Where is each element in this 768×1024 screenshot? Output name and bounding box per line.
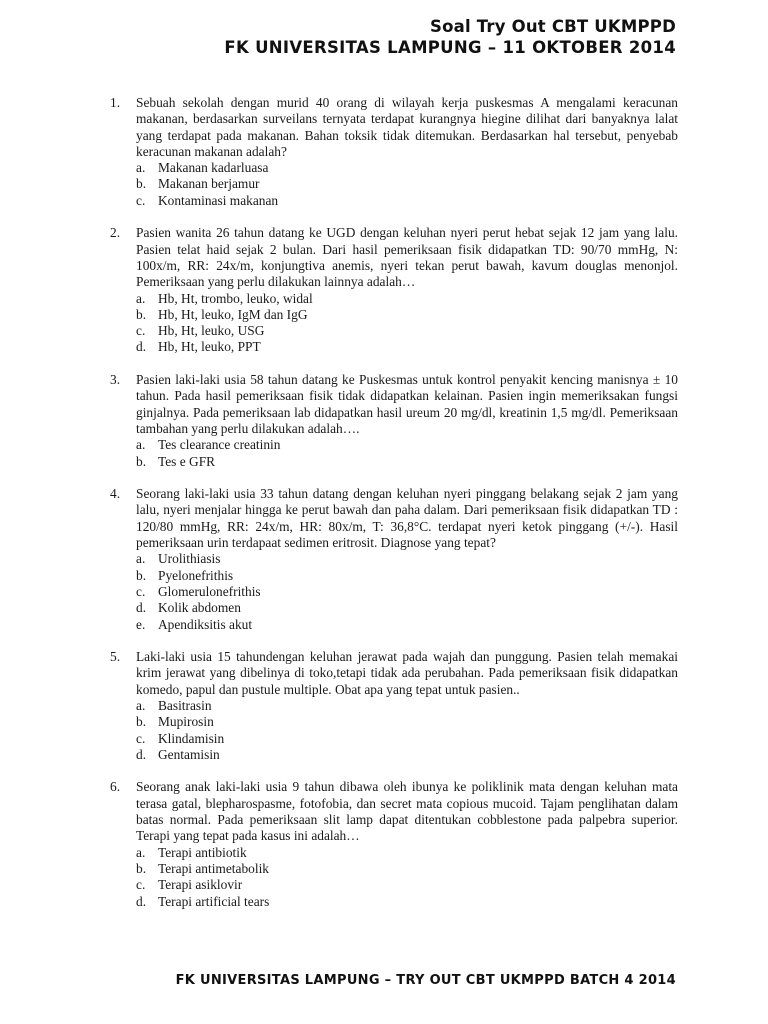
option-list: [136, 160, 678, 209]
option-text: Apendiksitis akut: [158, 616, 253, 632]
question-text: Laki-laki usia 15 tahundengan keluhan jerawat pada wajah dan punggung. Pasien telah memakai krim jerawat yang dibelinya di toko,tetapi tidak ada perubahan. Pada pemeriksaan fisik didapatkan komedo, papul dan pustule multiple. Obat apa yang tepat untuk pasien..: [136, 649, 678, 697]
option-list: [136, 437, 678, 470]
question-text: Pasien wanita 26 tahun datang ke UGD dengan keluhan nyeri perut hebat sejak 12 jam yang lalu. Pasien telat haid sejak 2 bulan. Dari hasil pemeriksaan fisik didapatkan TD: 90/70 mmHg, N: 100x/m, RR: 24x/m, konjungtiva anemis, nyeri tekan perut bawah, kavum douglas menonjol. Pemeriksaan yang perlu dilakukan lainnya adalah…: [136, 225, 678, 290]
option-letter: b.: [136, 176, 147, 192]
option-text: Glomerulonefrithis: [158, 583, 261, 599]
option-c: [136, 193, 678, 209]
option-letter: a.: [136, 551, 146, 567]
option-letter: a.: [136, 697, 146, 713]
page-footer: FK UNIVERSITAS LAMPUNG – TRY OUT CBT UKMPPD BATCH 4 2014: [175, 973, 676, 988]
header-title: Soal Try Out CBT UKMPPD: [429, 17, 676, 36]
question-number: 2.: [110, 225, 121, 241]
option-text: Kolik abdomen: [158, 600, 241, 616]
option-c: [136, 877, 678, 893]
option-text: Basitrasin: [158, 697, 212, 713]
option-list: [136, 551, 678, 632]
option-d: [136, 339, 678, 355]
question-text: Pasien laki-laki usia 58 tahun datang ke Puskesmas untuk kontrol penyakit kencing manisnya ± 10 tahun. Pada hasil pemeriksaan fisik tidak didapatkan kelainan. Pasien ingin memeriksakan fungsi ginjalnya. Pada pemeriksaan lab didapatkan hasil ureum 20 mg/dl, kreatinin 1,5 mg/dl. Pemeriksaan tambahan yang perlu dilakukan adalah….: [136, 372, 678, 436]
option-a: [136, 551, 678, 567]
question-text: Sebuah sekolah dengan murid 40 orang di wilayah kerja puskesmas A mengalami keracunan makanan, berdasarkan surveilans ternyata terdapat kurangnya hiegine dilihat dari banyaknya lalat yang terdapat pada makanan. Bahan toksik tidak ditemukan. Berdasarkan hal tersebut, penyebab keracunan makanan adalah?: [136, 95, 678, 159]
option-letter: c.: [136, 877, 146, 893]
option-d: [136, 747, 678, 763]
option-letter: b.: [136, 860, 147, 876]
option-list: [136, 698, 678, 763]
question-5: [110, 649, 678, 763]
question-number: 5.: [110, 649, 121, 665]
option-text: Hb, Ht, leuko, USG: [158, 323, 265, 339]
option-letter: b.: [136, 306, 147, 322]
option-b: [136, 454, 678, 470]
option-letter: c.: [136, 323, 146, 339]
question-3: [110, 372, 678, 470]
option-b: [136, 176, 678, 192]
option-letter: d.: [136, 339, 147, 355]
option-text: Terapi artificial tears: [158, 893, 270, 909]
option-letter: c.: [136, 583, 146, 599]
option-text: Urolithiasis: [158, 551, 221, 567]
option-list: [136, 845, 678, 910]
option-text: Terapi antimetabolik: [158, 860, 269, 876]
option-letter: b.: [136, 714, 147, 730]
option-letter: a.: [136, 844, 146, 860]
option-text: Hb, Ht, trombo, leuko, widal: [158, 290, 313, 306]
option-letter: b.: [136, 567, 147, 583]
option-b: [136, 861, 678, 877]
question-number: 4.: [110, 486, 121, 502]
option-e: [136, 617, 678, 633]
question-6: [110, 779, 678, 909]
option-text: Hb, Ht, leuko, PPT: [158, 339, 261, 355]
question-4: [110, 486, 678, 633]
option-text: Kontaminasi makanan: [158, 192, 279, 208]
option-c: [136, 584, 678, 600]
question-number: 3.: [110, 372, 121, 388]
option-text: Tes e GFR: [158, 453, 216, 469]
option-letter: d.: [136, 893, 147, 909]
option-d: [136, 894, 678, 910]
question-text: Seorang anak laki-laki usia 9 tahun dibawa oleh ibunya ke poliklinik mata dengan keluhan mata terasa gatal, blepharospasme, fotofobia, dan secret mata copious mucoid. Tajam penglihatan dalam batas normal. Pada pemeriksaan slit lamp dapat ditentukan cobblestone pada palpebra superior. Terapi yang tepat pada kasus ini adalah…: [136, 779, 678, 844]
option-text: Tes clearance creatinin: [158, 437, 281, 453]
option-b: [136, 568, 678, 584]
option-a: [136, 291, 678, 307]
option-letter: d.: [136, 600, 147, 616]
option-d: [136, 600, 678, 616]
option-a: [136, 160, 678, 176]
page-header: [224, 16, 676, 58]
question-1: [110, 95, 678, 209]
question-text: Seorang laki-laki usia 33 tahun datang dengan keluhan nyeri pinggang belakang sejak 2 jam yang lalu, nyeri menjalar hingga ke perut bawah dan paha dalam. Dari pemeriksaan fisik didapatkan TD : 120/80 mmHg, RR: 24x/m, HR: 80x/m, T: 36,8°C. terdapat nyeri ketok pinggang (+/-). Hasil pemeriksaan urin terdapaat sedimen eritrosit. Diagnose yang tepat?: [136, 486, 678, 551]
option-b: [136, 714, 678, 730]
option-text: Terapi antibiotik: [158, 844, 247, 860]
header-subtitle: FK UNIVERSITAS LAMPUNG – 11 OKTOBER 2014: [224, 38, 676, 57]
option-letter: c.: [136, 730, 146, 746]
option-text: Gentamisin: [158, 746, 220, 762]
option-a: [136, 845, 678, 861]
option-letter: a.: [136, 437, 146, 453]
question-number: 1.: [110, 95, 121, 110]
option-a: [136, 437, 678, 453]
option-b: [136, 307, 678, 323]
option-text: Hb, Ht, leuko, IgM dan IgG: [158, 306, 308, 322]
option-text: Pyelonefrithis: [158, 567, 234, 583]
option-text: Terapi asiklovir: [158, 877, 243, 893]
question-list: [110, 95, 678, 926]
option-text: Makanan berjamur: [158, 176, 260, 192]
option-a: [136, 698, 678, 714]
question-2: [110, 225, 678, 355]
option-letter: c.: [136, 192, 146, 208]
option-letter: e.: [136, 616, 146, 632]
option-text: Klindamisin: [158, 730, 225, 746]
option-letter: b.: [136, 453, 147, 469]
option-letter: a.: [136, 160, 146, 176]
option-letter: a.: [136, 290, 146, 306]
option-c: [136, 323, 678, 339]
option-text: Mupirosin: [158, 714, 214, 730]
option-text: Makanan kadarluasa: [158, 160, 269, 176]
option-list: [136, 291, 678, 356]
option-c: [136, 731, 678, 747]
option-letter: d.: [136, 746, 147, 762]
question-number: 6.: [110, 779, 121, 795]
